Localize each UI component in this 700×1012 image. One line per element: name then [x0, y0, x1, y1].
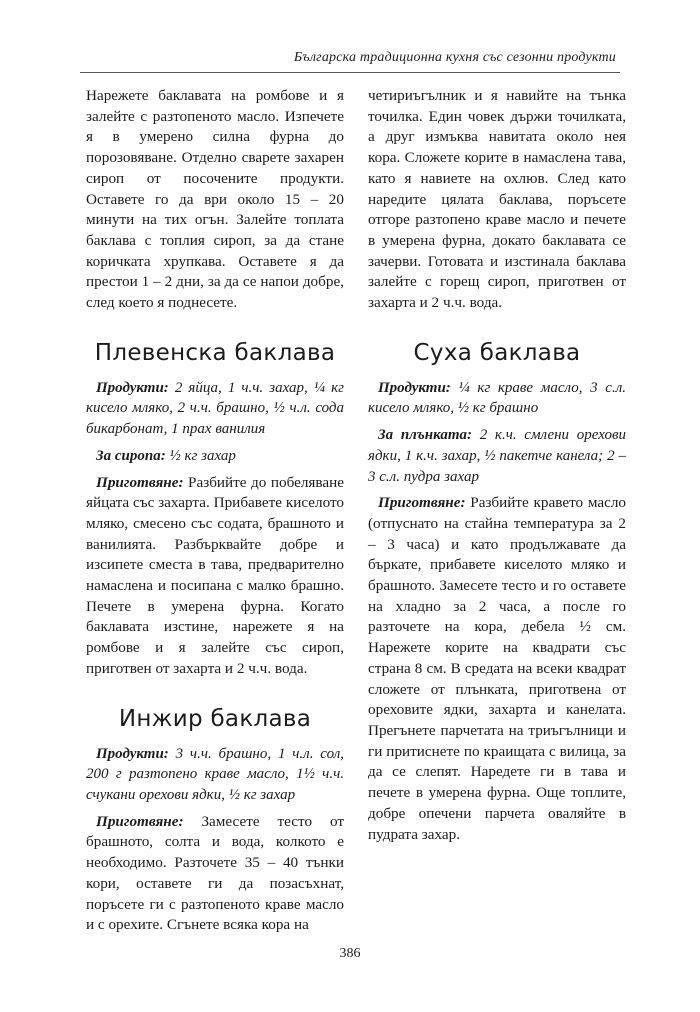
products-label: Продукти: [96, 745, 169, 762]
products-label: Продукти: [96, 379, 169, 396]
filling-text: 2 к.ч. смлени орехови ядки, 1 к.ч. захар, ½ пакетче канела; 2 – 3 с.л. пудра захар [368, 427, 627, 485]
products-text: 3 ч.ч. брашно, 1 ч.л. сол, 200 г разтопено краве масло, 1½ ч.ч. счукани орехови ядки, ½ кг захар [86, 745, 344, 803]
syrup-text: ½ кг захар [165, 447, 236, 464]
prep-text: Замесете тесто от брашното, солта и вода, колкото е необходимо. Разточете 35 – 40 тънки кори, оставете ги да позасъхнат, поръсете ги с разтопеното краве масло и с орехите. Сгънете всяка кора на [86, 812, 344, 934]
products-pleven [86, 378, 344, 440]
products-text: 2 яйца, 1 ч.ч. захар, ¼ кг кисело мляко, 2 ч.ч. брашно, ½ ч.л. сода бикарбонат, 1 прах ванилия [86, 379, 344, 438]
intro-paragraph: Нарежете баклавата на ромбове и я залейте с разтопеното масло. Изпечете я в умерено силна фурна до порозовяване. Отделно сварете захарен сироп от посочените продукти. Оставете го да ври около 15 – 20 минути на тих огън. Залейте топлата баклава с топлия сироп, за да стане коричката хрупкава. Оставете я да престои 1 – 2 дни, за да се напои добре, след което я поднесете. [86, 87, 344, 312]
recipe-title-pleven: Плевенска баклава [94, 339, 336, 366]
preparation-pleven [86, 473, 344, 680]
products-suha [368, 378, 626, 419]
prep-text: Разбийте кравето масло (отпуснато на стайна температура за 2 – 3 часа) и като продължавате да бъркате, прибавете киселото мляко и брашното. Замесете тесто и го оставете на хладно за 2 часа, а после го разточете на кора, дебела ½ см. Нарежете корите на квадрати със страна 8 см. В средата на всеки квадрат сложете от плънката, приготвена от ореховите ядки, захарта и канелата. Прегънете парчетата на триъгълници и ги притиснете по краищата с вилица, за да се слепят. Наредете ги в тава и печете в умерена фурна. Още топлите, добре опечени парчета оваляйте в пудрата захар. [368, 494, 626, 843]
prep-label: Приготвяне: [378, 494, 466, 512]
filling-suha [368, 425, 626, 487]
preparation-inzhir [86, 812, 344, 936]
recipe-title-inzhir: Инжир баклава [118, 705, 312, 732]
recipe-title-suha: Суха баклава [413, 339, 581, 366]
preparation-suha [368, 493, 626, 845]
page-number: 386 [339, 946, 361, 961]
prep-text: Разбийте до побеляване яйцата със захарта. Прибавете киселото мляко, смесено със содата, брашното и ванилията. Разбърквайте добре и изсипете сместа в тава, предварително намаслена и посипана с малко брашно. Печете в умерена фурна. Когато баклавата изстине, нарежете я на ромбове и я залейте със сироп, приготвен от захарта и 2 ч.ч. вода. [86, 473, 344, 677]
left-column [86, 86, 344, 936]
right-column [368, 86, 626, 845]
syrup-label: За сиропа: [96, 447, 166, 464]
products-inzhir [86, 744, 344, 806]
running-header [80, 44, 620, 73]
running-title: Българска традиционна кухня със сезонни продукти [293, 50, 616, 65]
syrup-pleven [86, 446, 344, 467]
continued-paragraph: четириъгълник и я навийте на тънка точилка. Един човек държи точилката, а друг измъква навитата около нея кора. Сложете корите в намаслена тава, като я навиете на охлюв. След като наредите цялата баклава, поръсете отгоре разтопено краве масло и печете в умерена фурна, докато баклавата се зачерви. Готовата и изстинала баклава залейте с горещ сироп, приготвен от захарта и 2 ч.ч. вода. [368, 87, 626, 312]
prep-label: Приготвяне: [96, 473, 184, 491]
products-text: ¼ кг краве масло, 3 с.л. кисело мляко, ½ кг брашно [368, 379, 626, 417]
products-label: Продукти: [378, 379, 451, 396]
filling-label: За плънката: [378, 427, 473, 444]
prep-label: Приготвяне: [96, 812, 184, 830]
